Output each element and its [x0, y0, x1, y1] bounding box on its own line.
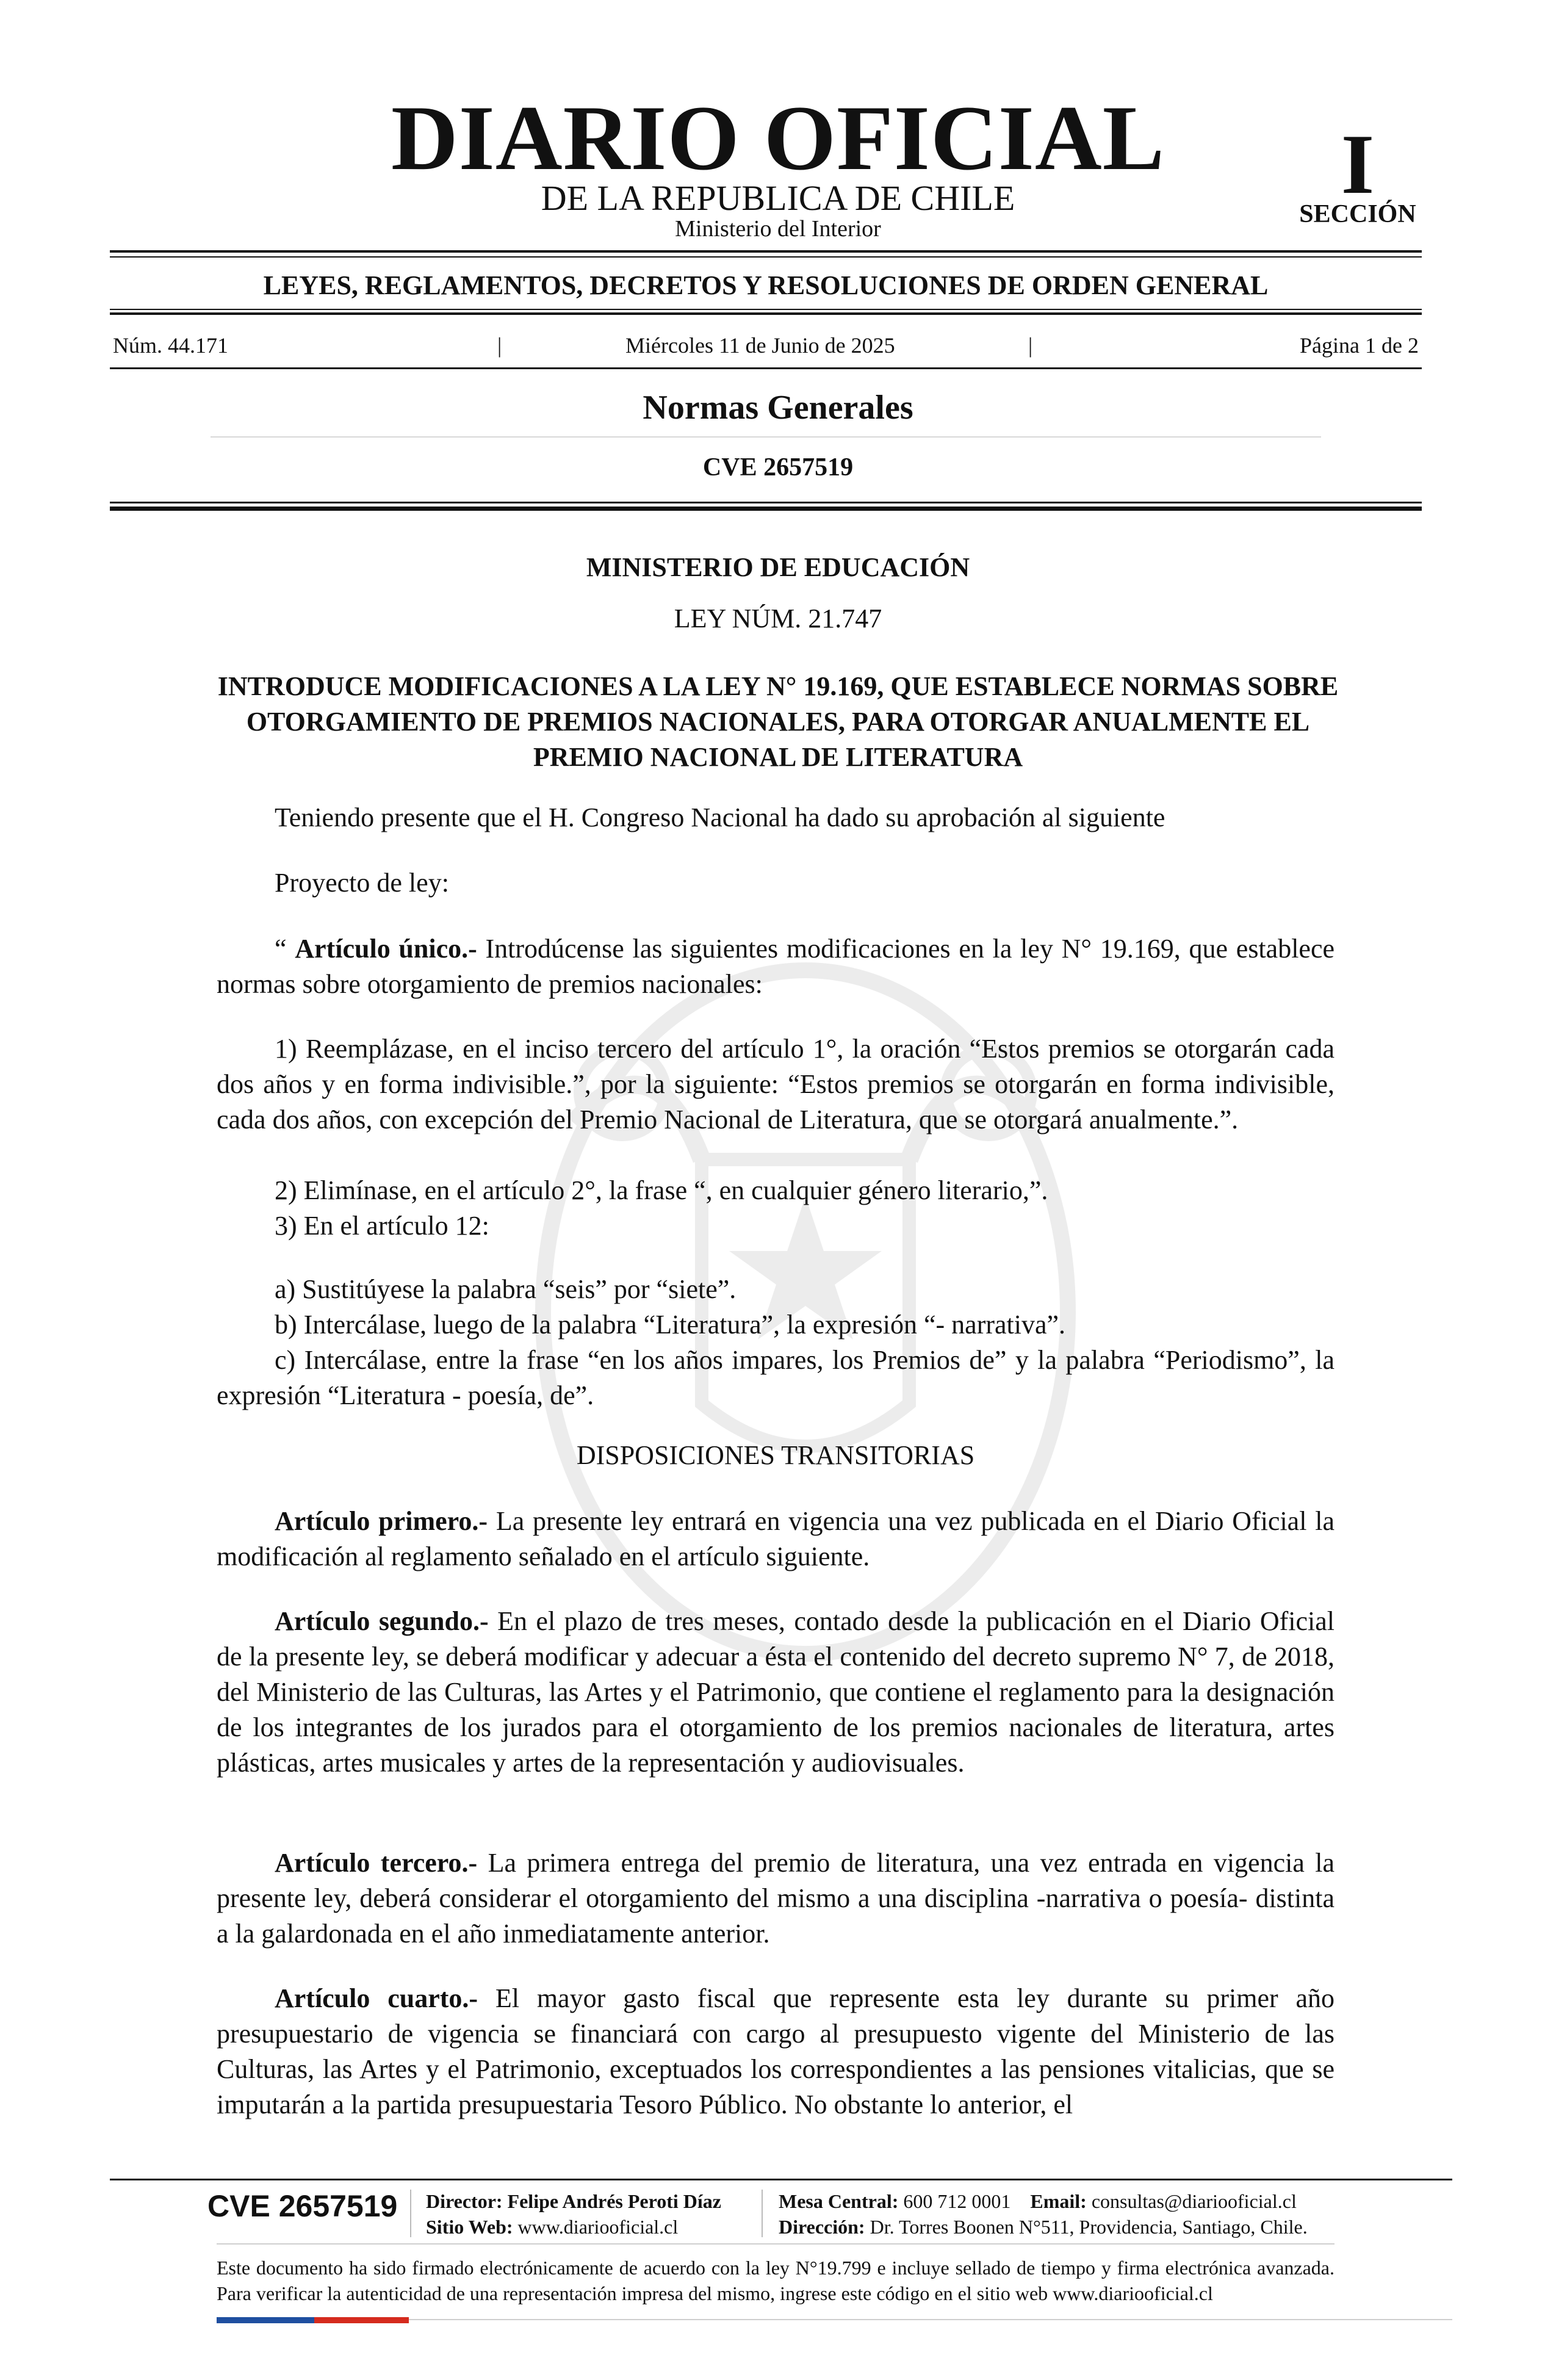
section-number: I: [1341, 117, 1375, 212]
category-divider: [211, 436, 1321, 438]
article-segundo: Artículo segundo.- En el plazo de tres meses, contado desde la publicación en el Diario Oficial de la presente ley, se deberá modificar y adecuar a ésta el contenido del decreto supremo N° 7, de 2018, del Ministerio de las Culturas, las Artes y el Patrimonio, que contiene el reglamento para la designación de los integrantes de los jurados para el otorgamiento de los premios nacionales de literatura, artes plásticas, artes musicales y artes de la representación y audiovisuales.: [217, 1606, 1334, 1778]
proyecto-label: Proyecto de ley:: [275, 868, 449, 898]
header-rule-thick: [110, 507, 1422, 511]
header-rule-thin: [110, 502, 1422, 503]
modification-item-3: 3) En el artículo 12:: [275, 1211, 489, 1241]
category-title: Normas Generales: [643, 389, 913, 427]
article-primero: Artículo primero.- La presente ley entrará en vigencia una vez publicada en el Diario Oficial la modificación al reglamento señalado en el artículo siguiente.: [217, 1506, 1334, 1571]
article-tercero: Artículo tercero.- La primera entrega del premio de literatura, una vez entrada en vigencia la presente ley, deberá considerar el otorgamiento del mismo a una disciplina -narrativa o poesía- distinta a la galardonada en el año inmediatamente anterior.: [217, 1848, 1334, 1949]
section-banner: LEYES, REGLAMENTOS, DECRETOS Y RESOLUCIONES DE ORDEN GENERAL: [263, 270, 1269, 300]
footer-contact-block: Mesa Central: 600 712 0001 Email: consultas@diariooficial.cl Dirección: Dr. Torres Boonen N°511, Providencia, Santiago, Chile.: [779, 2190, 1308, 2238]
modification-item-a: a) Sustitúyese la palabra “seis” por “siete”.: [275, 1274, 737, 1304]
law-number: LEY NÚM. 21.747: [674, 604, 882, 633]
phone-number: 600 712 0001: [903, 2190, 1011, 2212]
footer-rule: [110, 2179, 1452, 2180]
article-cuarto-label: Artículo cuarto.-: [275, 1983, 478, 2013]
law-title: INTRODUCE MODIFICACIONES A LA LEY N° 19.169, QUE ESTABLECE NORMAS SOBRE OTORGAMIENTO DE PREMIOS NACIONALES, PARA OTORGAR ANUALMENTE EL PREMIO NACIONAL DE LITERATURA: [217, 671, 1339, 772]
issue-date: Miércoles 11 de Junio de 2025: [625, 333, 895, 358]
footer-cve-code: CVE 2657519: [207, 2189, 398, 2223]
website-link[interactable]: www.diariooficial.cl: [517, 2216, 679, 2238]
issuing-ministry: MINISTERIO DE EDUCACIÓN: [586, 552, 970, 582]
flag-stripe-blue: [217, 2317, 314, 2323]
modification-item-1: 1) Reemplázase, en el inciso tercero del artículo 1°, la oración “Estos premios se otorgarán cada dos años y en forma indivisible.”, por la siguiente: “Estos premios se otorgarán en forma indivisible, cada dos años, con excepción del Premio Nacional de Literatura, que se otorgará anualmente.”.: [217, 1034, 1334, 1134]
footer-divider: [410, 2190, 411, 2237]
email-link[interactable]: consultas@diariooficial.cl: [1091, 2190, 1297, 2212]
article-primero-label: Artículo primero.-: [275, 1506, 488, 1536]
newspaper-ministry: Ministerio del Interior: [675, 216, 881, 242]
meta-separator: |: [1028, 333, 1033, 358]
article-unico: “ Artículo único.- Introdúcense las siguientes modificaciones en la ley N° 19.169, que establece normas sobre otorgamiento de premios nacionales:: [217, 934, 1335, 999]
newspaper-title: DIARIO OFICIAL: [391, 87, 1165, 189]
flag-stripe-red: [314, 2317, 409, 2323]
meta-rule: [110, 367, 1422, 369]
address-text: Dr. Torres Boonen N°511, Providencia, Santiago, Chile.: [870, 2216, 1308, 2238]
issue-number: Núm. 44.171: [113, 333, 228, 358]
modification-item-2: 2) Elimínase, en el artículo 2°, la frase “, en cualquier género literario,”.: [275, 1175, 1048, 1205]
transitional-heading: DISPOSICIONES TRANSITORIAS: [576, 1440, 975, 1470]
banner-rule: [110, 312, 1422, 315]
masthead-rule-top: [110, 250, 1422, 253]
modification-item-c: c) Intercálase, entre la frase “en los años impares, los Premios de” y la palabra “Periodismo”, la expresión “Literatura - poesía, de”.: [217, 1345, 1334, 1410]
article-cuarto: Artículo cuarto.- El mayor gasto fiscal que represente esta ley durante su primer año presupuestario de vigencia se financiará con cargo al presupuesto vigente del Ministerio de las Culturas, las Artes y el Patrimonio, exceptuados los correspondientes a las pensiones vitalicias, que se imputarán a la partida presupuestaria Tesoro Público. No obstante lo anterior, el: [217, 1983, 1335, 2119]
masthead-rule-top-thin: [110, 256, 1422, 258]
article-segundo-label: Artículo segundo.-: [275, 1606, 489, 1636]
modification-item-b: b) Intercálase, luego de la palabra “Literatura”, la expresión “- narrativa”.: [275, 1310, 1066, 1340]
article-tercero-label: Artículo tercero.-: [275, 1848, 478, 1878]
footer-divider: [762, 2190, 763, 2237]
footer-note-divider: [217, 2243, 1334, 2245]
meta-separator: |: [497, 333, 502, 358]
preamble: Teniendo presente que el H. Congreso Nacional ha dado su aprobación al siguiente: [275, 802, 1165, 832]
flag-rule: [409, 2319, 1452, 2320]
banner-rule-thin: [110, 309, 1422, 310]
signature-note: Este documento ha sido firmado electrónicamente de acuerdo con la ley N°19.799 e incluye sellado de tiempo y firma electrónica avanzada. Para verificar la autenticidad de una representación impresa del mismo, ingrese este código en el sitio web www.diariooficial.cl: [217, 2257, 1334, 2304]
cve-code: CVE 2657519: [702, 453, 854, 481]
article-unico-label: Artículo único.-: [295, 934, 477, 964]
director-name: Felipe Andrés Peroti Díaz: [507, 2190, 721, 2212]
newspaper-subtitle: DE LA REPUBLICA DE CHILE: [541, 178, 1015, 218]
footer-director-block: Director: Felipe Andrés Peroti Díaz Sitio Web: www.diariooficial.cl: [426, 2190, 721, 2238]
section-label: SECCIÓN: [1299, 200, 1416, 228]
page-indicator: Página 1 de 2: [1300, 333, 1419, 358]
